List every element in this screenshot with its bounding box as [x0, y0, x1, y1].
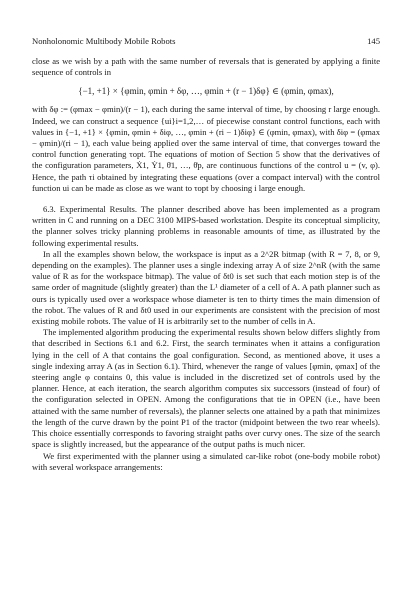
paragraph: In all the examples shown below, the workspace is input as a 2^2R bitmap (with R = 7, 8, or 9, depending on the examples). The planner uses a single indexing array A of size 2^nR (with the same value of R as for the workspace bitmap). The value of δt0 is set such that each motion step is of the same order of magnitude (slightly greater) than the L¹ diameter of a cell of A. A path planner such as ours is typically used over a workspace whose diameter is ten to thirty times the main dimension of the robot. The values of R and δt0 used in our experiments are consistent with the precision of most existing mobile robots. The value of H is arbitrarily set to the number of cells in A.: [32, 248, 380, 327]
running-title: Nonholonomic Multibody Mobile Robots: [32, 36, 176, 46]
paragraph: close as we wish by a path with the same number of reversals that is generated by applying a finite sequence of controls in: [32, 56, 380, 78]
running-header: [32, 36, 380, 46]
paragraph: The implemented algorithm producing the experimental results shown below differs slightly from that described in Sections 6.1 and 6.2. First, the search terminates when it attains a configuration lying in the cell of A that contains the goal configuration. Second, as mentioned above, it uses a single indexing array A (as in Section 6.1). Third, whenever the range of values [φmin, φmax] of the steering angle φ contains 0, this value is included in the discretized set of controls used by the planner. Hence, at each iteration, the search algorithm computes six successors (instead of four) of the configuration selected in OPEN. Among the configurations that tie in OPEN (i.e., have been attained with the same number of reversals), the planner selects one attained by a path that minimizes the length of the curve drawn by the point P1 of the tractor (midpoint between the two rear wheels). This choice essentially corresponds to favoring straight paths over curvy ones. The size of the search space is slightly increased, but the appearance of the output paths is much nicer.: [32, 327, 380, 450]
page-number: 145: [367, 36, 380, 46]
display-equation: {−1, +1} × {φmin, φmin + δφ, …, φmin + (r − 1)δφ} ∈ (φmin, φmax),: [78, 86, 334, 97]
paragraph: with δφ := (φmax − φmin)/(r − 1), each during the same interval of time, by choosing r large enough. Indeed, we can construct a sequence {ui}i=1,2,… of piecewise constant control functions, each with values in {−1, +1} × {φmin, φmin + δiφ, …, φmin + (ri − 1)δiφ} ∈ (φmin, φmax), with δiφ = (φmax − φmin)/(ri − 1), each value being applied over the same interval of time, that converges toward the control function generating τopt. The equations of motion of Section 5 show that the derivatives of the configuration parameters, Ẋ1, Ẏ1, θ̇1, …, θ̇p, are continuous functions of the control u = (v, φ). Hence, the path τi obtained by integrating these equations (over a compact interval) with the control function ui can be made as close as we want to τopt by choosing i large enough.: [32, 104, 380, 193]
body-text: [32, 56, 380, 473]
section-paragraph: 6.3. Experimental Results. The planner described above has been implemented as a program written in C and running on a DEC 3100 MIPS-based workstation. Despite its conceptual simplicity, the planner solves tricky planning problems in reasonable amounts of time, as illustrated by the following experimental results.: [32, 204, 380, 248]
paragraph: We first experimented with the planner using a simulated car-like robot (one-body mobile robot) with several workspace arrangements:: [32, 450, 380, 472]
